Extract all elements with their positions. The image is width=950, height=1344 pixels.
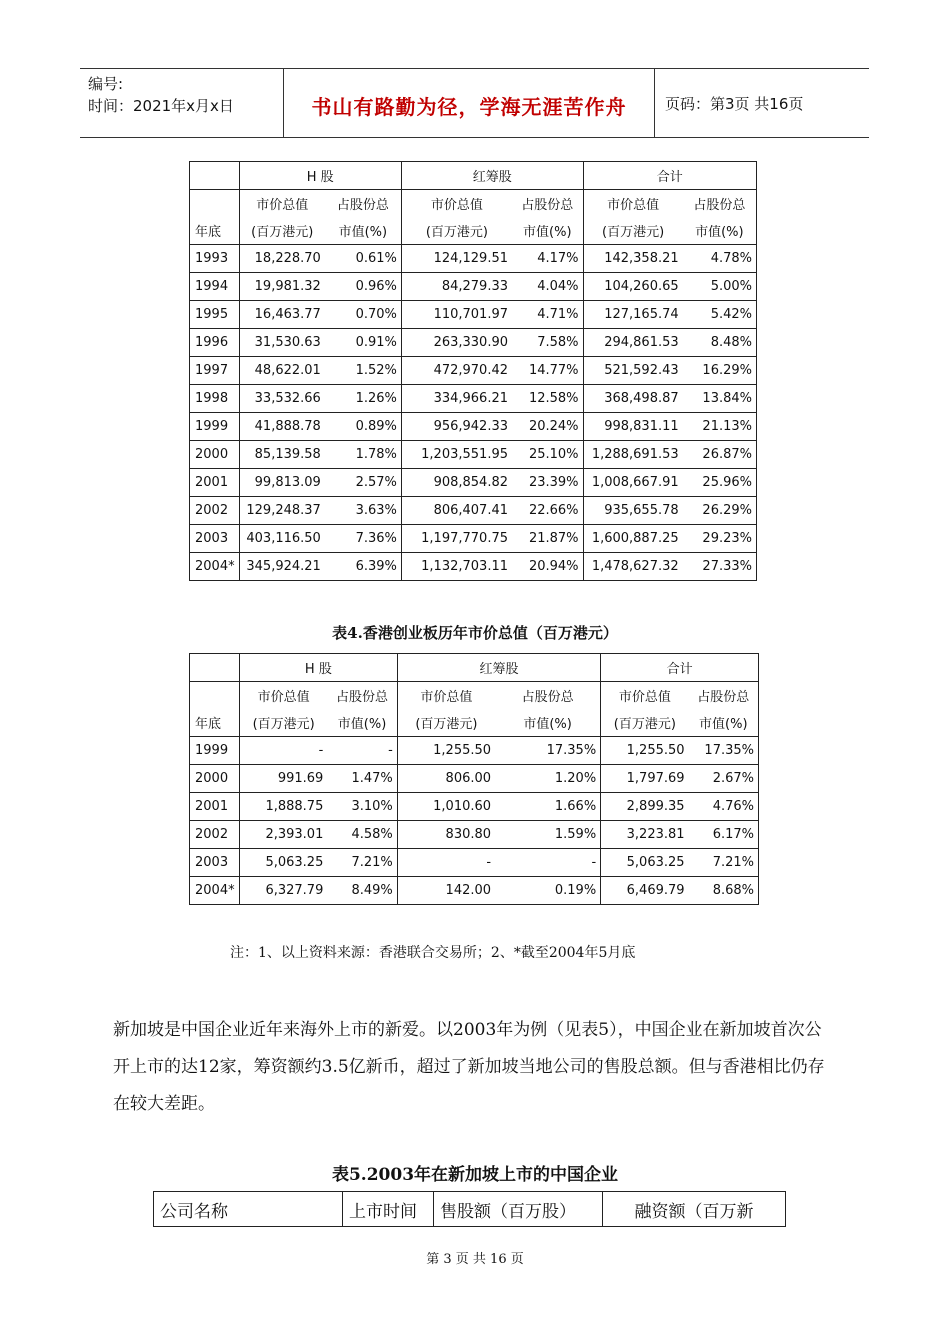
value-cell: - [495,849,601,877]
group-h-shares: H 股 [239,654,397,682]
col-header: 市价总值 [397,682,495,710]
value-cell: - [239,737,327,765]
value-cell: 8.48% [683,329,757,357]
year-cell: 2001 [190,793,240,821]
value-cell: 5.00% [683,273,757,301]
value-cell: 17.35% [689,737,759,765]
value-cell: 6,327.79 [239,877,327,905]
col-header: 占股份总 [495,682,601,710]
value-cell: 23.39% [512,469,583,497]
value-cell: 22.66% [512,497,583,525]
table4-caption: 表4.香港创业板历年市价总值（百万港元） [332,624,618,642]
value-cell: 2,393.01 [239,821,327,849]
subheader-row-1 [190,190,757,218]
value-cell: 4.78% [683,245,757,273]
value-cell: 908,854.82 [401,469,512,497]
col-header: 市价总值 [401,190,512,218]
value-cell: 806.00 [397,765,495,793]
value-cell: 124,129.51 [401,245,512,273]
motto: 书山有路勤为径，学海无涯苦作舟 [311,95,627,119]
value-cell: 345,924.21 [239,553,325,581]
year-cell: 2000 [190,765,240,793]
year-cell: 2003 [190,849,240,877]
col-header-listing-date: 上市时间 [343,1192,434,1227]
value-cell: 294,861.53 [583,329,683,357]
value-cell: 127,165.74 [583,301,683,329]
value-cell: 33,532.66 [239,385,325,413]
value-cell: 6.39% [325,553,402,581]
value-cell: 16,463.77 [239,301,325,329]
page-header [80,68,869,138]
value-cell: 334,966.21 [401,385,512,413]
value-cell: 21.87% [512,525,583,553]
table-row [190,469,757,497]
value-cell: 1.52% [325,357,402,385]
value-cell: 1.47% [327,765,397,793]
year-cell: 1995 [190,301,240,329]
group-total: 合计 [583,162,756,190]
col-header: (百万港元) [601,709,689,737]
col-header: 市值(%) [495,709,601,737]
subheader-row-2 [190,217,757,245]
col-header: (百万港元) [239,217,325,245]
year-cell: 1994 [190,273,240,301]
value-cell: 1,288,691.53 [583,441,683,469]
table-row [190,245,757,273]
source-note: 注：1、以上资料来源：香港联合交易所；2、*截至2004年5月底 [230,945,636,961]
value-cell: 142.00 [397,877,495,905]
value-cell: 85,139.58 [239,441,325,469]
value-cell: 25.96% [683,469,757,497]
page-footer: 第 3 页 共 16 页 [426,1252,524,1267]
value-cell: 4.58% [327,821,397,849]
value-cell: 4.76% [689,793,759,821]
value-cell: 27.33% [683,553,757,581]
value-cell: 0.61% [325,245,402,273]
value-cell: 5.42% [683,301,757,329]
year-cell: 2001 [190,469,240,497]
value-cell: 1,600,887.25 [583,525,683,553]
table-row [190,765,759,793]
value-cell: 31,530.63 [239,329,325,357]
year-cell: 2004* [190,877,240,905]
table-row [190,737,759,765]
group-header-row [190,654,759,682]
value-cell: 1,255.50 [601,737,689,765]
value-cell: 806,407.41 [401,497,512,525]
table5-caption: 表5.2003年在新加坡上市的中国企业 [331,1165,619,1185]
value-cell: 1,797.69 [601,765,689,793]
value-cell: 1,008,667.91 [583,469,683,497]
col-header: 市价总值 [583,190,683,218]
table-row [190,273,757,301]
table-row [190,793,759,821]
col-header: (百万港元) [583,217,683,245]
header-left-cell [80,69,284,137]
value-cell: 4.71% [512,301,583,329]
value-cell: 129,248.37 [239,497,325,525]
value-cell: 2,899.35 [601,793,689,821]
value-cell: 17.35% [495,737,601,765]
value-cell: 8.49% [327,877,397,905]
year-cell: 2002 [190,497,240,525]
value-cell: 1,888.75 [239,793,327,821]
table-row [190,497,757,525]
value-cell: 3.10% [327,793,397,821]
value-cell: 3.63% [325,497,402,525]
table-row [190,553,757,581]
number-label: 编号: [88,75,124,93]
value-cell: 26.29% [683,497,757,525]
col-header: 市值(%) [689,709,759,737]
date-label: 时间：2021年x月x日 [88,97,234,115]
hk-gem-board-table [189,653,759,905]
value-cell: 1.59% [495,821,601,849]
value-cell: 998,831.11 [583,413,683,441]
col-header: 占股份总 [327,682,397,710]
value-cell: 2.57% [325,469,402,497]
value-cell: 2.67% [689,765,759,793]
value-cell: 29.23% [683,525,757,553]
table-row [190,821,759,849]
value-cell: 104,260.65 [583,273,683,301]
group-red-chips: 红筹股 [397,654,600,682]
value-cell: 6,469.79 [601,877,689,905]
year-cell: 2002 [190,821,240,849]
col-header: 占股份总 [325,190,402,218]
value-cell: 6.17% [689,821,759,849]
col-header: 市价总值 [239,190,325,218]
value-cell: 142,358.21 [583,245,683,273]
value-cell: - [397,849,495,877]
value-cell: 20.24% [512,413,583,441]
value-cell: 110,701.97 [401,301,512,329]
body-paragraph: 新加坡是中国企业近年来海外上市的新爱。以2003年为例（见表5），中国企业在新加坡首次公开上市的达12家，筹资额约3.5亿新币，超过了新加坡当地公司的售股总额。但与香港相比仍存在较大差距。 [113,1020,825,1114]
value-cell: 956,942.33 [401,413,512,441]
value-cell: 13.84% [683,385,757,413]
group-header-row [190,162,757,190]
value-cell: 1,478,627.32 [583,553,683,581]
value-cell: 5,063.25 [601,849,689,877]
table-row [190,849,759,877]
singapore-listing-table [153,1191,786,1227]
value-cell: 16.29% [683,357,757,385]
year-cell: 1999 [190,737,240,765]
value-cell: 935,655.78 [583,497,683,525]
col-header: 市价总值 [239,682,327,710]
value-cell: 7.21% [327,849,397,877]
year-cell: 1997 [190,357,240,385]
table-row [190,441,757,469]
year-cell: 1993 [190,245,240,273]
year-cell: 1999 [190,413,240,441]
value-cell: - [327,737,397,765]
value-cell: 12.58% [512,385,583,413]
value-cell: 1.66% [495,793,601,821]
value-cell: 1,197,770.75 [401,525,512,553]
table-row [190,877,759,905]
header-motto-cell [284,69,655,137]
value-cell: 403,116.50 [239,525,325,553]
col-header: 市价总值 [601,682,689,710]
col-header: 占股份总 [689,682,759,710]
col-header: 占股份总 [683,190,757,218]
col-header: 市值(%) [327,709,397,737]
table-row [190,385,757,413]
hk-main-board-table [189,161,757,581]
value-cell: 7.21% [689,849,759,877]
value-cell: 5,063.25 [239,849,327,877]
col-header-company: 公司名称 [154,1192,343,1227]
value-cell: 4.04% [512,273,583,301]
year-header: 年底 [190,217,240,245]
subheader-row-1 [190,682,759,710]
value-cell: 8.68% [689,877,759,905]
value-cell: 18,228.70 [239,245,325,273]
group-red-chips: 红筹股 [401,162,583,190]
year-header: 年底 [190,709,240,737]
table-row [190,357,757,385]
value-cell: 1,132,703.11 [401,553,512,581]
value-cell: 3,223.81 [601,821,689,849]
value-cell: 7.58% [512,329,583,357]
value-cell: 263,330.90 [401,329,512,357]
value-cell: 0.19% [495,877,601,905]
value-cell: 25.10% [512,441,583,469]
table-row [190,301,757,329]
subheader-row-2 [190,709,759,737]
value-cell: 1,255.50 [397,737,495,765]
col-header-shares-sold: 售股额（百万股） [434,1192,603,1227]
year-cell: 2004* [190,553,240,581]
value-cell: 0.89% [325,413,402,441]
value-cell: 26.87% [683,441,757,469]
year-cell: 1998 [190,385,240,413]
value-cell: 1.26% [325,385,402,413]
value-cell: 84,279.33 [401,273,512,301]
col-header: 市值(%) [325,217,402,245]
year-cell: 2003 [190,525,240,553]
col-header: (百万港元) [397,709,495,737]
value-cell: 99,813.09 [239,469,325,497]
value-cell: 521,592.43 [583,357,683,385]
value-cell: 1,203,551.95 [401,441,512,469]
value-cell: 19,981.32 [239,273,325,301]
value-cell: 41,888.78 [239,413,325,441]
col-header-funds-raised: 融资额（百万新 [603,1192,786,1227]
col-header: 市值(%) [512,217,583,245]
col-header: (百万港元) [401,217,512,245]
value-cell: 0.96% [325,273,402,301]
col-header: 占股份总 [512,190,583,218]
value-cell: 0.91% [325,329,402,357]
year-cell: 1996 [190,329,240,357]
value-cell: 1.20% [495,765,601,793]
table-row [190,413,757,441]
value-cell: 830.80 [397,821,495,849]
value-cell: 21.13% [683,413,757,441]
value-cell: 14.77% [512,357,583,385]
value-cell: 48,622.01 [239,357,325,385]
value-cell: 472,970.42 [401,357,512,385]
col-header: (百万港元) [239,709,327,737]
page-info: 页码：第3页 共16页 [665,95,804,113]
col-header: 市值(%) [683,217,757,245]
table-row [190,329,757,357]
year-cell: 2000 [190,441,240,469]
value-cell: 368,498.87 [583,385,683,413]
value-cell: 0.70% [325,301,402,329]
value-cell: 1,010.60 [397,793,495,821]
table5-header-row [154,1192,786,1227]
value-cell: 4.17% [512,245,583,273]
group-h-shares: H 股 [239,162,401,190]
table-row [190,525,757,553]
value-cell: 20.94% [512,553,583,581]
value-cell: 1.78% [325,441,402,469]
value-cell: 7.36% [325,525,402,553]
group-total: 合计 [601,654,759,682]
value-cell: 991.69 [239,765,327,793]
